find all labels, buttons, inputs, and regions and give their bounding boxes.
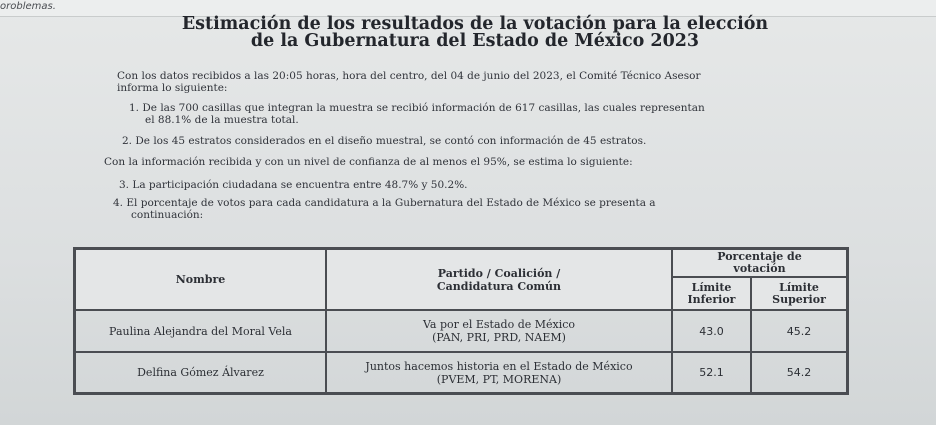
header-partido-line-1: Partido / Coalición / xyxy=(437,266,561,280)
row-2-inferior-value: 52.1 xyxy=(699,366,724,379)
item-3: 3. La participación ciudadana se encuentra entre 48.7% y 50.2%. xyxy=(119,179,468,191)
header-limite-superior xyxy=(751,277,847,310)
title-line-2: de la Gubernatura del Estado de México 2023 xyxy=(250,31,700,51)
header-superior-line-1: Límite xyxy=(779,280,819,294)
row-1-partido-line-1: Va por el Estado de México xyxy=(422,318,576,331)
header-inferior-line-2: Inferior xyxy=(687,292,736,306)
row-2-nombre-text: Delfina Gómez Álvarez xyxy=(137,366,264,379)
row-1-nombre-text: Paulina Alejandra del Moral Vela xyxy=(109,324,292,338)
row-2-limite-superior xyxy=(751,352,847,393)
header-nombre-label: Nombre xyxy=(175,273,226,286)
title-line-1: Estimación de los resultados de la votación para la elección xyxy=(181,14,769,34)
header-inferior-line-1: Límite xyxy=(691,280,732,294)
header-porcentaje xyxy=(672,249,847,277)
item-4-line-2: continuación: xyxy=(131,209,204,221)
row-1-superior-value: 45.2 xyxy=(786,324,812,338)
header-limite-inferior xyxy=(672,277,751,310)
item-4-line-1: 4. El porcentaje de votos para cada candidatura a la Gubernatura del Estado de México se presenta a xyxy=(113,197,656,209)
row-2-superior-value: 54.2 xyxy=(786,366,812,379)
intro-line-2: informa lo siguiente: xyxy=(117,82,228,94)
row-2-partido-line-1: Juntos hacemos historia en el Estado de México xyxy=(365,359,633,373)
header-partido-line-2: Candidatura Común xyxy=(436,279,562,293)
header-porcentaje-line-2: votación xyxy=(733,262,786,275)
row-2-partido xyxy=(326,352,672,393)
header-porcentaje-line-1: Porcentaje de xyxy=(717,250,802,263)
row-2-partido-line-2: (PVEM, PT, MORENA) xyxy=(436,372,562,386)
header-nombre xyxy=(75,249,326,310)
header-superior-line-2: Superior xyxy=(772,292,826,306)
row-1-partido xyxy=(326,310,672,352)
row-1-partido-line-2: (PAN, PRI, PRD, NAEM) xyxy=(432,331,566,344)
results-table xyxy=(73,247,849,395)
row-1-limite-superior xyxy=(751,310,847,352)
intro-line-1: Con los datos recibidos a las 20:05 horas, hora del centro, del 04 de junio del 2023, el Comité Técnico Asesor xyxy=(117,70,701,82)
header-partido xyxy=(326,249,672,310)
document-title xyxy=(150,16,800,50)
row-2-limite-inferior xyxy=(672,352,751,393)
row-2-nombre xyxy=(75,352,326,393)
item-1-line-2: el 88.1% de la muestra total. xyxy=(145,114,299,126)
row-1-inferior-value: 43.0 xyxy=(699,324,724,338)
row-1-nombre xyxy=(75,310,326,352)
top-cut-text: oroblemas. xyxy=(0,1,56,12)
item-2: 2. De los 45 estratos considerados en el diseño muestral, se contó con información de 45 estratos. xyxy=(122,135,647,147)
confidence-statement: Con la información recibida y con un nivel de confianza de al menos el 95%, se estima lo siguiente: xyxy=(104,156,633,168)
row-1-limite-inferior xyxy=(672,310,751,352)
item-1-line-1: 1. De las 700 casillas que integran la muestra se recibió información de 617 casillas, las cuales representan xyxy=(129,102,705,114)
